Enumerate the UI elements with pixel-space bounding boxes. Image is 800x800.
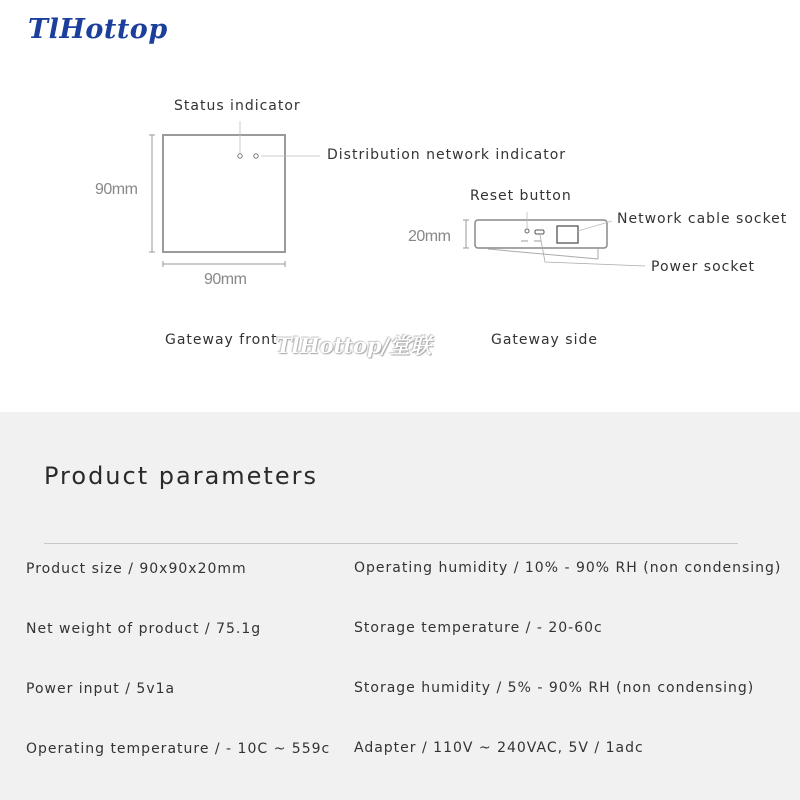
param-right-1: Operating humidity / 10% - 90% RH (non condensing) [354, 560, 782, 576]
distribution-indicator-label: Distribution network indicator [327, 147, 567, 163]
reset-button-icon [525, 229, 529, 233]
network-socket-icon [557, 226, 578, 243]
reset-button-label: Reset button [470, 188, 572, 204]
front-caption: Gateway front [165, 332, 278, 348]
front-width-label: 90mm [204, 271, 247, 288]
network-socket-label: Network cable socket [617, 211, 788, 227]
section-title: Product parameters [44, 462, 318, 490]
status-indicator-label: Status indicator [174, 98, 301, 114]
network-led-icon [254, 154, 258, 158]
power-socket-icon [535, 230, 544, 234]
param-right-3: Storage humidity / 5% - 90% RH (non condensing) [354, 680, 755, 696]
watermark: TlHottop/堂联 [276, 333, 432, 358]
status-led-icon [238, 154, 242, 158]
param-right-2: Storage temperature / - 20-60c [354, 620, 603, 636]
front-height-label: 90mm [95, 181, 138, 198]
power-socket-label: Power socket [651, 259, 756, 275]
param-right-4: Adapter / 110V ~ 240VAC, 5V / 1adc [354, 740, 644, 756]
brand-logo: TlHottop [28, 14, 168, 45]
divider [44, 543, 738, 544]
gateway-front-outline [163, 135, 285, 252]
side-height-label: 20mm [408, 228, 451, 245]
param-left-3: Power input / 5v1a [26, 681, 176, 697]
param-left-1: Product size / 90x90x20mm [26, 561, 247, 577]
side-caption: Gateway side [491, 332, 598, 348]
param-left-2: Net weight of product / 75.1g [26, 621, 262, 637]
param-left-4: Operating temperature / - 10C ~ 559c [26, 741, 331, 757]
